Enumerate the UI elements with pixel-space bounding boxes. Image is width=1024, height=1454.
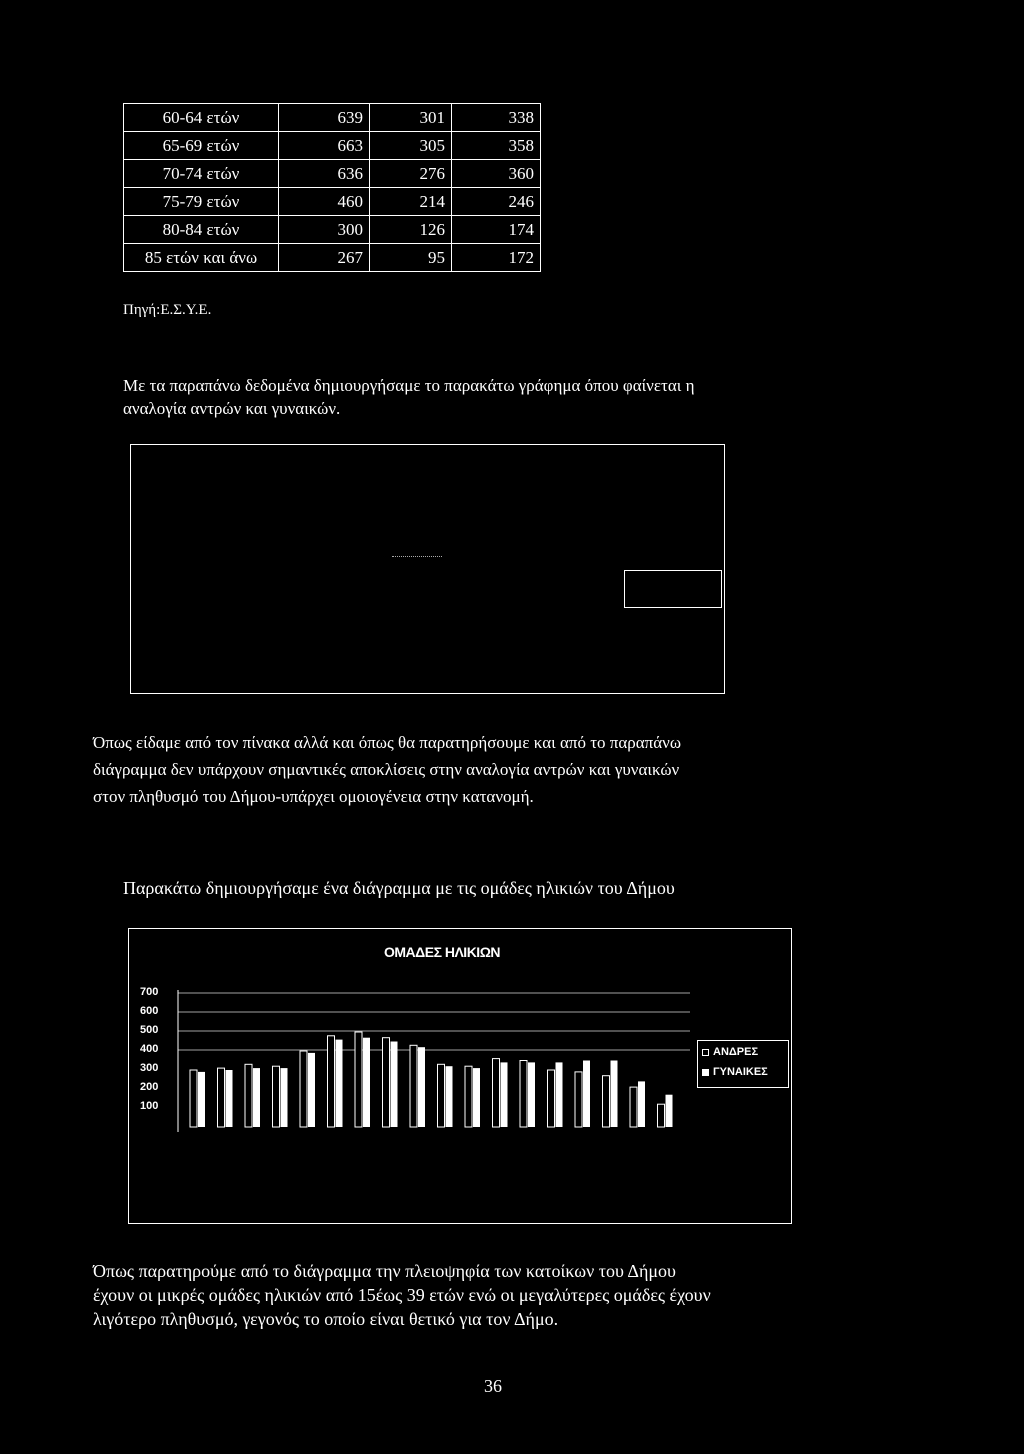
intro-line-1: Με τα παραπάνω δεδομένα δημιουργήσαμε το παρακάτω γράφημα όπου φαίνεται η xyxy=(123,376,695,395)
bar-men xyxy=(355,1032,362,1127)
women-cell: 174 xyxy=(452,216,541,244)
legend-men-label: ΑΝΔΡΕΣ xyxy=(713,1046,759,1058)
bar-men xyxy=(465,1066,472,1127)
bar-men xyxy=(383,1038,390,1127)
observation-line-1: Όπως είδαμε από τον πίνακα αλλά και όπως θα παρατηρήσουμε και από το παραπάνω xyxy=(93,733,682,752)
bar-men xyxy=(218,1068,225,1127)
y-tick-label: 100 xyxy=(140,1100,159,1112)
bar-men xyxy=(520,1061,527,1128)
men-cell: 305 xyxy=(370,132,452,160)
legend-men xyxy=(702,1046,758,1058)
bar-women xyxy=(336,1040,343,1127)
age-group-cell: 60-64 ετών xyxy=(124,104,279,132)
bar-women xyxy=(226,1070,233,1127)
bar-women xyxy=(501,1062,508,1127)
bar-women xyxy=(638,1081,645,1127)
legend-men-swatch xyxy=(702,1049,709,1056)
y-tick-label: 600 xyxy=(140,1005,159,1017)
bar-women xyxy=(281,1068,288,1127)
total-cell: 663 xyxy=(279,132,370,160)
bar-men xyxy=(438,1064,445,1127)
bar-women xyxy=(583,1061,590,1128)
bar-women xyxy=(446,1066,453,1127)
bar-women xyxy=(418,1047,425,1127)
bar-men xyxy=(410,1045,417,1127)
men-cell: 214 xyxy=(370,188,452,216)
total-cell: 267 xyxy=(279,244,370,272)
intro-line-2: αναλογία αντρών και γυναικών. xyxy=(123,399,341,418)
bar-women xyxy=(391,1042,398,1128)
bar-men xyxy=(328,1036,335,1127)
bar-women xyxy=(363,1038,370,1127)
conclusion-line-1: Όπως παρατηρούμε από το διάγραμμα την πλειοψηφία των κατοίκων του Δήμου xyxy=(93,1261,676,1281)
bar-women xyxy=(473,1068,480,1127)
bar-men xyxy=(603,1076,610,1127)
legend-women-swatch xyxy=(702,1069,709,1076)
y-tick-label: 200 xyxy=(140,1081,159,1093)
chart-legend xyxy=(697,1040,789,1088)
age-group-cell: 65-69 ετών xyxy=(124,132,279,160)
women-cell: 338 xyxy=(452,104,541,132)
bar-men xyxy=(300,1051,307,1127)
men-cell: 276 xyxy=(370,160,452,188)
women-cell: 172 xyxy=(452,244,541,272)
bar-men xyxy=(493,1059,500,1127)
bar-men xyxy=(575,1072,582,1127)
age-group-cell: 75-79 ετών xyxy=(124,188,279,216)
bar-men xyxy=(548,1070,555,1127)
women-cell: 358 xyxy=(452,132,541,160)
total-cell: 460 xyxy=(279,188,370,216)
y-tick-label: 700 xyxy=(140,986,159,998)
bar-men xyxy=(630,1087,637,1127)
bar-women xyxy=(611,1061,618,1128)
bar-men xyxy=(245,1064,252,1127)
legend-women-label: ΓΥΝΑΙΚΕΣ xyxy=(713,1066,768,1078)
legend-women xyxy=(702,1066,768,1078)
age-group-cell: 70-74 ετών xyxy=(124,160,279,188)
observation-line-3: στον πληθυσμό του Δήμου-υπάρχει ομοιογένεια στην κατανομή. xyxy=(93,787,534,806)
conclusion-line-2: έχουν οι μικρές ομάδες ηλικιών από 15έως 39 ετών ενώ οι μεγαλύτερες ομάδες έχουν xyxy=(93,1285,711,1305)
page-number: 36 xyxy=(484,1376,502,1396)
total-cell: 300 xyxy=(279,216,370,244)
men-cell: 126 xyxy=(370,216,452,244)
men-cell: 301 xyxy=(370,104,452,132)
y-tick-label: 500 xyxy=(140,1024,159,1036)
bar-women xyxy=(666,1095,673,1127)
bar-women xyxy=(308,1053,315,1127)
bar-men xyxy=(273,1066,280,1127)
bar-men xyxy=(190,1070,197,1127)
y-tick-label: 300 xyxy=(140,1062,159,1074)
women-cell: 360 xyxy=(452,160,541,188)
total-cell: 639 xyxy=(279,104,370,132)
table-source: Πηγή:Ε.Σ.Υ.Ε. xyxy=(123,302,212,318)
total-cell: 636 xyxy=(279,160,370,188)
conclusion-line-3: λιγότερο πληθυσμό, γεγονός το οποίο είναι θετικό για τον Δήμο. xyxy=(93,1309,559,1329)
age-chart-intro: Παρακάτω δημιουργήσαμε ένα διάγραμμα με τις ομάδες ηλικιών του Δήμου xyxy=(123,878,675,898)
women-cell: 246 xyxy=(452,188,541,216)
age-group-cell: 85 ετών και άνω xyxy=(124,244,279,272)
y-tick-label: 400 xyxy=(140,1043,159,1055)
bar-women xyxy=(556,1062,563,1127)
bar-women xyxy=(253,1068,260,1127)
men-cell: 95 xyxy=(370,244,452,272)
bar-men xyxy=(658,1104,665,1127)
age-group-cell: 80-84 ετών xyxy=(124,216,279,244)
bar-women xyxy=(198,1072,205,1127)
bar-women xyxy=(528,1062,535,1127)
observation-line-2: διάγραμμα δεν υπάρχουν σημαντικές αποκλίσεις στην αναλογία αντρών και γυναικών xyxy=(93,760,680,779)
chart-title: ΟΜΑΔΕΣ ΗΛΙΚΙΩΝ xyxy=(384,944,501,960)
